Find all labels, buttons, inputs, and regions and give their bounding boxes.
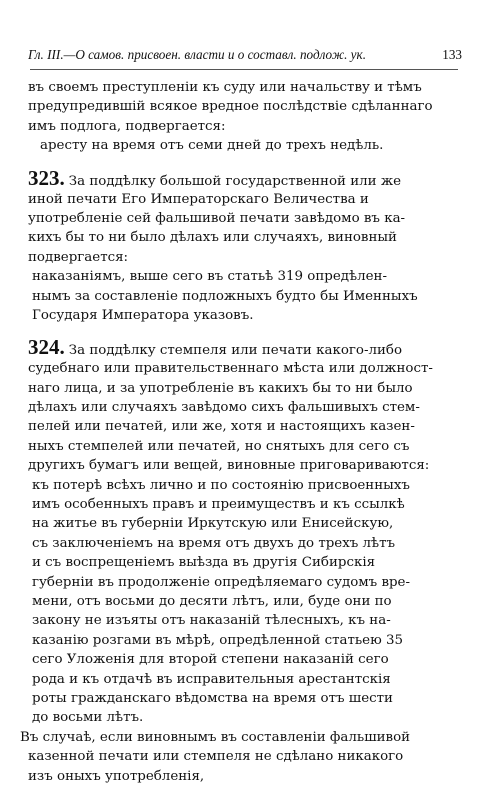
text-line: имъ подлога, подвергается: (28, 118, 226, 134)
penalty-line: роты гражданскаго вѣдомства на время отъ шести (32, 690, 393, 706)
penalty-line: наказаніямъ, выше сего въ статьѣ 319 опредѣлен- (32, 269, 387, 285)
penalty-line: нымъ за составленіе подложныхъ будто бы Именныхъ (32, 288, 418, 304)
text-line: подвергается: (28, 249, 129, 265)
spacer (28, 156, 462, 166)
text-line: иной печати Его Императорскаго Величества и (28, 191, 369, 207)
penalty-line: мени, отъ восьми до десяти лѣтъ, или, буде они по (32, 593, 392, 609)
text-line: употребленіе сей фальшивой печати завѣдомо въ ка- (28, 210, 406, 226)
text-line: Въ случаѣ, если виновнымъ въ составленіи фальшивой (20, 729, 411, 745)
text-line: ныхъ стемпелей или печатей, но снятыхъ для сего съ (28, 438, 410, 454)
text-line: предупредившій всякое вредное послѣдствіе сдѣланнаго (28, 99, 433, 115)
text-line: изъ оныхъ употребленія, (28, 768, 205, 784)
paragraph-continuation (28, 78, 462, 156)
text-line: въ своемъ преступленіи къ суду или начальству и тѣмъ (28, 80, 422, 95)
penalty-line: закону не изъяты отъ наказаній тѣлесныхъ, къ на- (32, 613, 391, 629)
article-first-text: За поддѣлку большой государственной или же (68, 173, 402, 189)
page-number: 133 (442, 47, 462, 62)
penalty-line: и съ воспрещеніемъ выѣзда въ другія Сибирскія (32, 555, 376, 571)
article-first-line (28, 335, 462, 359)
article-323 (28, 166, 462, 326)
article-number: 323. (28, 165, 65, 190)
penalty-line: до восьми лѣтъ. (32, 710, 144, 726)
text-line: другихъ бумагъ или вещей, виновные приговариваются: (28, 458, 430, 474)
text-line: пелей или печатей, или же, хотя и настоящихъ казен- (28, 419, 415, 435)
spacer (28, 325, 462, 335)
penalty-line: на житье въ губерніи Иркутскую или Енисейскую, (32, 516, 394, 532)
penalty-line: аресту на время отъ семи дней до трехъ недѣль. (40, 138, 384, 154)
article-number: 324. (28, 335, 65, 360)
article-first-line (28, 166, 462, 190)
chapter-title: Гл. III.—О самов. присвоен. власти и о составл. подлож. ук. (28, 47, 366, 62)
running-header (28, 47, 462, 67)
page-body (20, 78, 462, 786)
text-line: судебнаго или правительственнаго мѣста или должност- (28, 361, 433, 377)
penalty-line: съ заключеніемъ на время отъ двухъ до трехъ лѣтъ (32, 535, 396, 551)
text-line: наго лица, и за употребленіе въ какихъ бы то ни было (28, 380, 413, 396)
penalty-line: къ потерѣ всѣхъ лично и по состоянію присвоенныхъ (32, 477, 410, 493)
article-first-text: За поддѣлку стемпеля или печати какого-либо (68, 343, 403, 359)
text-line: дѣлахъ или случаяхъ завѣдомо сихъ фальшивыхъ стем- (28, 400, 420, 416)
penalty-line: губерніи въ продолженіе опредѣляемаго судомъ вре- (32, 574, 411, 590)
article-324 (20, 335, 462, 786)
penalty-line: имъ особенныхъ правъ и преимуществъ и къ ссылкѣ (32, 497, 405, 513)
penalty-line: Государя Императора указовъ. (32, 307, 254, 323)
penalty-line: рода и къ отдачѣ въ исправительныя арестантскія (32, 671, 391, 687)
penalty-line: казанію розгами въ мѣрѣ, опредѣленной статьею 35 (32, 632, 404, 648)
header-rule (30, 69, 458, 70)
penalty-line: сего Уложенія для второй степени наказаній сего (32, 652, 389, 668)
text-line: казенной печати или стемпеля не сдѣлано никакого (28, 749, 404, 765)
text-line: кихъ бы то ни было дѣлахъ или случаяхъ, виновный (28, 230, 397, 246)
